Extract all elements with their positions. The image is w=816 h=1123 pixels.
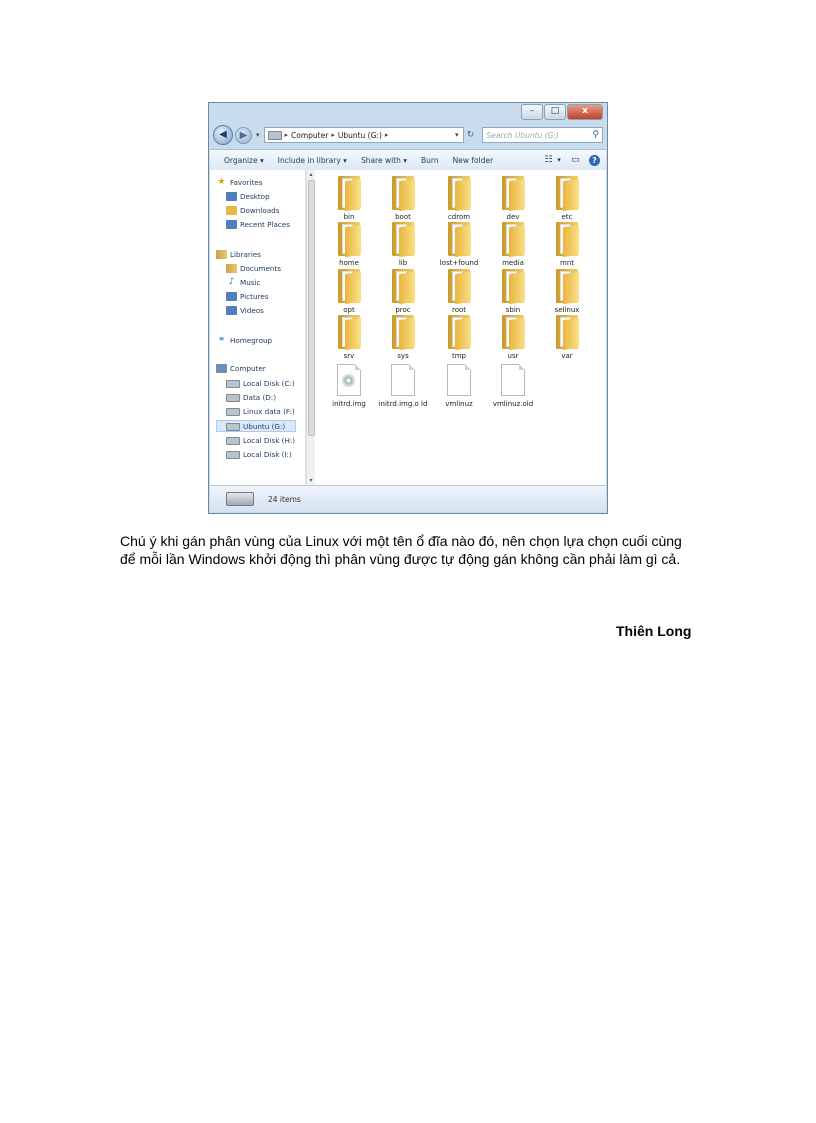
item-label: tmp bbox=[451, 352, 466, 360]
folder-icon bbox=[445, 222, 473, 256]
nav-label: Music bbox=[240, 278, 261, 287]
nav-documents[interactable] bbox=[226, 264, 281, 273]
nav-downloads[interactable] bbox=[226, 206, 279, 215]
nav-recent-places[interactable] bbox=[226, 220, 290, 229]
nav-label: Local Disk (H:) bbox=[243, 435, 296, 445]
nav-label: Pictures bbox=[240, 292, 269, 301]
nav-label: Downloads bbox=[240, 206, 280, 215]
item-label: etc bbox=[561, 213, 573, 221]
item-label: home bbox=[339, 259, 359, 267]
folder-icon bbox=[389, 222, 417, 256]
search-placeholder: Search Ubuntu (G:) bbox=[486, 130, 559, 140]
nav-label: Local Disk (I:) bbox=[243, 449, 292, 459]
chevron-right-icon: ▸ bbox=[384, 131, 389, 139]
chevron-right-icon: ▸ bbox=[331, 131, 335, 139]
folder-icon bbox=[499, 315, 527, 349]
disc-image-file-icon bbox=[337, 364, 361, 396]
nav-music[interactable] bbox=[226, 278, 260, 287]
folder-icon bbox=[445, 176, 473, 210]
file-item[interactable] bbox=[485, 364, 541, 408]
nav-label: Computer bbox=[230, 364, 266, 373]
folder-item[interactable] bbox=[485, 269, 541, 314]
drive-icon bbox=[226, 380, 240, 388]
nav-computer[interactable] bbox=[216, 364, 266, 373]
folder-item[interactable] bbox=[539, 176, 595, 221]
nav-libraries[interactable] bbox=[216, 250, 261, 259]
minimize-button[interactable]: – bbox=[521, 104, 543, 120]
folder-item[interactable] bbox=[485, 315, 541, 360]
videos-icon bbox=[226, 306, 237, 315]
explorer-body bbox=[210, 170, 606, 485]
folder-icon bbox=[335, 176, 363, 210]
folder-item[interactable] bbox=[431, 176, 487, 221]
nav-label: Favorites bbox=[230, 178, 263, 187]
music-icon: ♪ bbox=[228, 277, 235, 287]
nav-label: Recent Places bbox=[240, 220, 290, 229]
item-label: root bbox=[451, 306, 467, 314]
item-label: initrd.img bbox=[332, 400, 366, 408]
file-icon bbox=[447, 364, 471, 396]
folder-item[interactable] bbox=[375, 315, 431, 360]
folder-icon bbox=[553, 269, 581, 303]
nav-favorites[interactable] bbox=[216, 178, 262, 187]
folder-icon bbox=[553, 176, 581, 210]
item-label: media bbox=[502, 259, 524, 267]
folder-item[interactable] bbox=[485, 222, 541, 267]
folder-icon bbox=[445, 315, 473, 349]
libraries-icon bbox=[216, 250, 227, 259]
drive-icon bbox=[226, 451, 240, 459]
address-dropdown-icon[interactable]: ▾ bbox=[455, 131, 459, 139]
item-label: cdrom bbox=[447, 213, 471, 221]
window-caption-buttons bbox=[520, 104, 603, 119]
drive-icon bbox=[226, 408, 240, 416]
help-icon[interactable]: ? bbox=[589, 155, 600, 166]
back-arrow-icon[interactable]: ◀ bbox=[213, 125, 233, 145]
burn-button[interactable]: Burn bbox=[421, 155, 439, 165]
homegroup-icon: ⚭ bbox=[217, 335, 226, 345]
file-icon bbox=[391, 364, 415, 396]
folder-item[interactable] bbox=[321, 315, 377, 360]
nav-label: Linux data (F:) bbox=[243, 406, 295, 416]
scroll-down-icon[interactable]: ▾ bbox=[309, 477, 313, 484]
item-label: selinux bbox=[554, 306, 580, 314]
item-label: var bbox=[561, 352, 573, 360]
item-label: boot bbox=[395, 213, 411, 221]
computer-icon bbox=[216, 364, 227, 373]
body-paragraph: Chú ý khi gán phân vùng của Linux với một tên ổ đĩa nào đó, nên chọn lựa chọn cuối cùng để mỗi lần Windows khởi động thì phân vùng được tự động gán không cần phải làm gì cả. bbox=[120, 533, 682, 567]
folder-item[interactable] bbox=[431, 315, 487, 360]
item-label: proc bbox=[395, 306, 411, 314]
desktop-icon bbox=[226, 192, 237, 201]
drive-icon bbox=[226, 423, 240, 431]
new-folder-button[interactable]: New folder bbox=[452, 155, 494, 165]
nav-drive-c[interactable] bbox=[226, 378, 295, 388]
nav-label: Ubuntu (G:) bbox=[243, 421, 286, 431]
chevron-down-icon[interactable]: ▾ bbox=[557, 155, 561, 164]
item-label: opt bbox=[343, 306, 355, 314]
item-label: sbin bbox=[505, 306, 521, 314]
command-bar bbox=[210, 149, 606, 171]
item-label: srv bbox=[343, 352, 355, 360]
preview-pane-icon[interactable]: ▭ bbox=[571, 154, 580, 165]
item-label: vmlinuz.old bbox=[492, 400, 534, 408]
explorer-screenshot bbox=[208, 102, 608, 514]
nav-label: Libraries bbox=[230, 250, 262, 259]
downloads-icon bbox=[226, 206, 237, 215]
folder-icon bbox=[389, 176, 417, 210]
nav-drive-g-selected[interactable] bbox=[216, 420, 296, 432]
nav-label: Desktop bbox=[240, 192, 270, 201]
item-label: mnt bbox=[560, 259, 574, 267]
search-input[interactable] bbox=[482, 127, 603, 143]
share-with-button[interactable]: Share with ▾ bbox=[360, 155, 408, 165]
folder-icon bbox=[499, 269, 527, 303]
file-item[interactable] bbox=[375, 364, 431, 408]
drive-icon bbox=[226, 394, 240, 402]
folder-icon bbox=[553, 315, 581, 349]
nav-label: Documents bbox=[240, 264, 281, 273]
item-label: bin bbox=[343, 213, 355, 221]
drive-icon bbox=[268, 131, 282, 140]
nav-videos[interactable] bbox=[226, 306, 264, 315]
item-label: usr bbox=[507, 352, 519, 360]
nav-drive-f[interactable] bbox=[226, 406, 295, 416]
folder-item[interactable] bbox=[485, 176, 541, 221]
nav-desktop[interactable] bbox=[226, 192, 270, 201]
folder-item[interactable] bbox=[431, 269, 487, 314]
folder-icon bbox=[389, 315, 417, 349]
folder-item[interactable] bbox=[321, 176, 377, 221]
include-in-library-button[interactable]: Include in library ▾ bbox=[277, 155, 347, 165]
folder-item[interactable] bbox=[321, 222, 377, 267]
drive-icon bbox=[226, 437, 240, 445]
address-row bbox=[213, 123, 603, 147]
nav-pictures[interactable] bbox=[226, 292, 268, 301]
folder-item[interactable] bbox=[539, 222, 595, 267]
item-label: lost+found bbox=[439, 259, 479, 267]
item-label: sys bbox=[397, 352, 409, 360]
drive-icon bbox=[226, 492, 254, 506]
scrollbar-thumb[interactable] bbox=[308, 180, 315, 436]
forward-arrow-icon[interactable]: ▶ bbox=[235, 127, 252, 144]
folder-item[interactable] bbox=[539, 269, 595, 314]
folder-item[interactable] bbox=[375, 222, 431, 267]
folder-item[interactable] bbox=[539, 315, 595, 360]
star-icon: ★ bbox=[217, 177, 226, 187]
folder-icon bbox=[335, 315, 363, 349]
folder-icon bbox=[499, 222, 527, 256]
nav-drive-h[interactable] bbox=[226, 435, 295, 445]
folder-icon bbox=[499, 176, 527, 210]
organize-button[interactable]: Organize ▾ bbox=[224, 155, 264, 165]
close-button[interactable]: x bbox=[567, 104, 603, 120]
folder-item[interactable] bbox=[431, 222, 487, 267]
nav-label: Data (D:) bbox=[243, 392, 277, 402]
folder-icon bbox=[445, 269, 473, 303]
recent-pages-dropdown-icon[interactable]: ▾ bbox=[256, 131, 260, 139]
folder-icon bbox=[335, 269, 363, 303]
refresh-icon[interactable]: ↻ bbox=[466, 130, 475, 140]
item-label: initrd.img.o ld bbox=[378, 400, 428, 408]
documents-icon bbox=[226, 264, 237, 273]
folder-item[interactable] bbox=[321, 269, 377, 314]
navigation-pane bbox=[210, 170, 306, 485]
nav-drive-i[interactable] bbox=[226, 449, 292, 459]
view-options-icon[interactable]: ☷ bbox=[544, 154, 553, 165]
author-name: Thiên Long bbox=[616, 623, 692, 639]
file-list bbox=[315, 170, 606, 485]
item-label: vmlinuz bbox=[445, 400, 473, 408]
item-count: 24 items bbox=[268, 494, 301, 504]
breadcrumb-ubuntu[interactable]: Ubuntu (G:) bbox=[337, 130, 382, 140]
recent-places-icon bbox=[226, 220, 237, 229]
folder-item[interactable] bbox=[375, 269, 431, 314]
folder-icon bbox=[335, 222, 363, 256]
folder-icon bbox=[553, 222, 581, 256]
maximize-button[interactable]: □ bbox=[544, 104, 566, 120]
nav-homegroup[interactable] bbox=[216, 336, 272, 345]
breadcrumb-computer[interactable]: Computer bbox=[291, 130, 329, 140]
nav-label: Videos bbox=[240, 306, 264, 315]
file-item[interactable] bbox=[321, 364, 377, 408]
navigation-scrollbar[interactable] bbox=[306, 170, 315, 485]
file-item[interactable] bbox=[431, 364, 487, 408]
nav-drive-d[interactable] bbox=[226, 392, 276, 402]
item-label: dev bbox=[506, 213, 520, 221]
address-bar[interactable] bbox=[264, 127, 464, 143]
nav-label: Local Disk (C:) bbox=[243, 378, 295, 388]
folder-item[interactable] bbox=[375, 176, 431, 221]
file-icon bbox=[501, 364, 525, 396]
pictures-icon bbox=[226, 292, 237, 301]
status-bar bbox=[210, 485, 606, 512]
search-icon[interactable]: ⚲ bbox=[592, 130, 599, 140]
item-label: lib bbox=[398, 259, 408, 267]
chevron-right-icon: ▸ bbox=[284, 131, 289, 139]
nav-label: Homegroup bbox=[230, 336, 273, 345]
scroll-up-icon[interactable]: ▴ bbox=[309, 171, 313, 178]
folder-icon bbox=[389, 269, 417, 303]
